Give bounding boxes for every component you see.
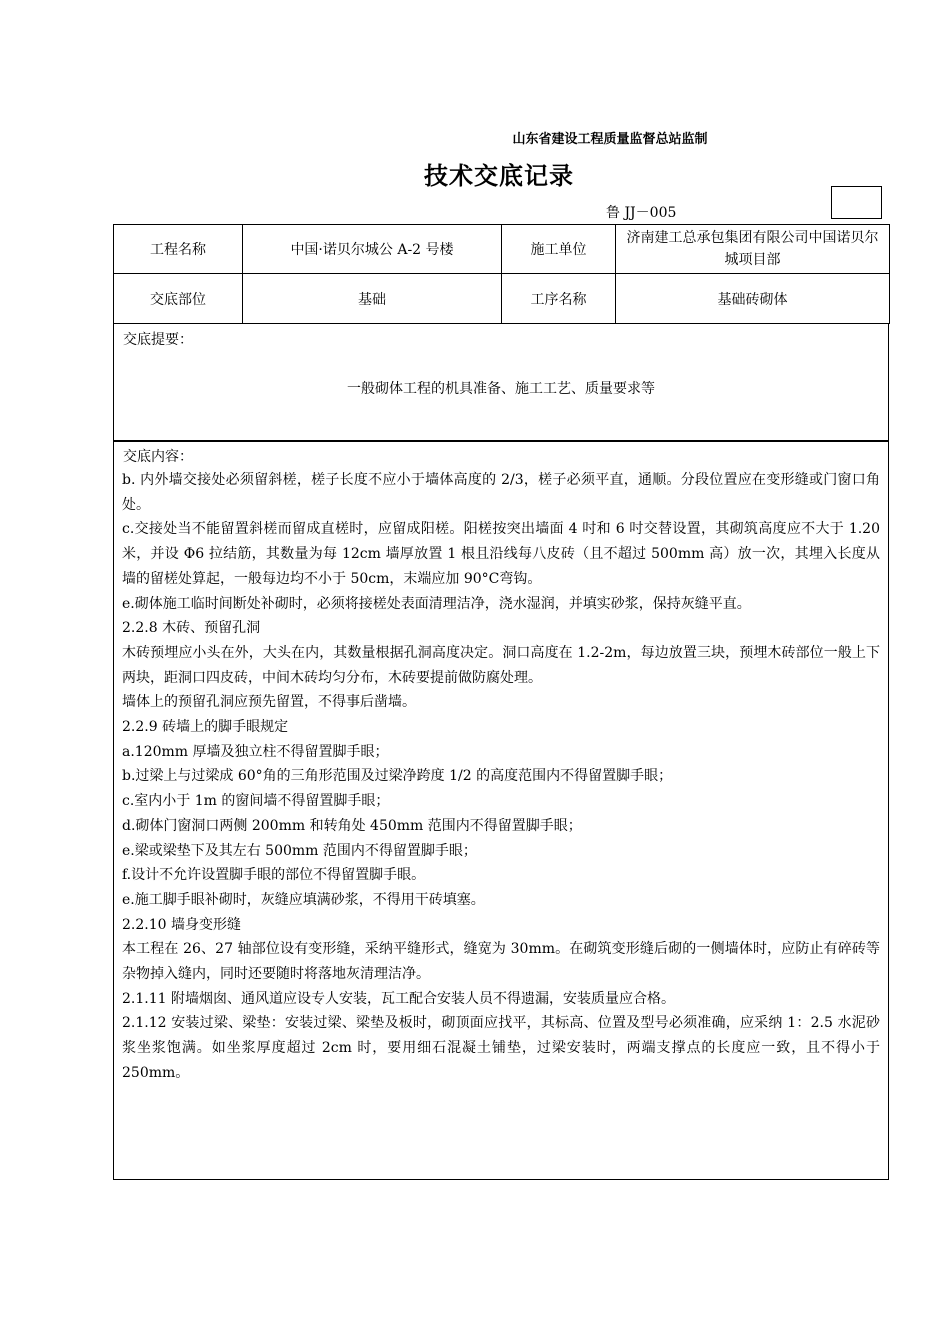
process-label: 工序名称 xyxy=(502,274,616,324)
content-paragraph: e.施工脚手眼补砌时，灰缝应填满砂浆，不得用干砖填塞。 xyxy=(122,891,485,908)
content-paragraph: c.室内小于 1m 的窗间墙不得留置脚手眼； xyxy=(122,793,390,810)
content-paragraph: e.砌体施工临时间断处补砌时，必须将接槎处表面清理洁净，浇水湿润，并填实砂浆，保持灰缝平直。 xyxy=(122,595,751,612)
content-heading: 2.2.8 木砖、预留孔洞 xyxy=(122,620,261,637)
info-row-project xyxy=(114,225,890,274)
content-paragraph: b. 内外墙交接处必须留斜槎，槎子长度不应小于墙体高度的 2/3，槎子必须平直，通顺。分段位置应在变形缝或门窗口角处。 xyxy=(122,472,880,513)
project-name-label: 工程名称 xyxy=(114,225,243,274)
content-paragraph: a.120mm 厚墙及独立柱不得留置脚手眼； xyxy=(122,743,389,760)
content-paragraph: 2.1.11 附墙烟囱、通风道应设专人安装，瓦工配合安装人员不得遗漏，安装质量应合格。 xyxy=(122,990,675,1007)
supervision-note: 山东省建设工程质量监督总站监制 xyxy=(512,132,708,147)
page-title: 技术交底记录 xyxy=(424,162,574,190)
content-paragraph: 墙体上的预留孔洞应预先留置，不得事后凿墙。 xyxy=(122,694,416,711)
project-name-value: 中国·诺贝尔城公 A-2 号楼 xyxy=(243,225,502,274)
content-paragraph: 本工程在 26、27 轴部位设有变形缝，采纳平缝形式，缝宽为 30mm。在砌筑变形缝后砌的一侧墙体时，应防止有碎砖等杂物掉入缝内，同时还要随时将落地灰清理洁净。 xyxy=(122,941,880,983)
content-heading: 2.2.10 墙身变形缝 xyxy=(122,916,241,933)
form-code: 鲁 JJ－005 xyxy=(606,205,677,221)
location-value: 基础 xyxy=(243,274,502,324)
info-table xyxy=(113,224,890,324)
content-paragraph: b.过梁上与过梁成 60°角的三角形范围及过梁净跨度 1/2 的高度范围内不得留置脚手眼； xyxy=(122,768,673,785)
content-heading: 2.2.9 砖墙上的脚手眼规定 xyxy=(122,719,289,736)
info-row-location xyxy=(114,274,890,324)
content-body xyxy=(122,468,880,1086)
record-number-box xyxy=(831,186,882,219)
summary-label: 交底提要： xyxy=(123,332,193,348)
content-paragraph: d.砌体门窗洞口两侧 200mm 和转角处 450mm 范围内不得留置脚手眼； xyxy=(122,817,582,834)
content-paragraph: e.梁或梁垫下及其左右 500mm 范围内不得留置脚手眼； xyxy=(122,842,477,859)
content-paragraph: f.设计不允许设置脚手眼的部位不得留置脚手眼。 xyxy=(122,867,426,884)
content-label: 交底内容： xyxy=(123,449,193,465)
content-paragraph: 2.1.12 安装过梁、梁垫：安装过梁、梁垫及板时，砌顶面应找平，其标高、位置及型号必须准确，应采纳 1：2.5 水泥砂浆坐浆饱满。如坐浆厚度超过 2cm 时，要用细石混凝土铺垫，过梁安装时，两端支撑点的长度应一致，且不得小于 250mm。 xyxy=(122,1015,880,1081)
content-section xyxy=(113,440,889,1180)
construction-unit-label: 施工单位 xyxy=(502,225,616,274)
summary-text: 一般砌体工程的机具准备、施工工艺、质量要求等 xyxy=(347,381,655,397)
content-paragraph: c.交接处当不能留置斜槎而留成直槎时，应留成阳槎。阳槎按突出墙面 4 吋和 6 吋交替设置，其砌筑高度应不大于 1.20 米，并设 Φ6 拉结筋，其数量为每 12cm 墙厚放置 1 根且沿线每八皮砖（且不超过 500mm 高）放一次，其埋入长度从墙的留槎处算起，一般每边均不小于 50cm，末端应加 90°C弯钩。 xyxy=(122,521,880,587)
summary-section xyxy=(113,323,889,442)
construction-unit-value: 济南建工总承包集团有限公司中国诺贝尔城项目部 xyxy=(616,225,890,274)
content-paragraph: 木砖预埋应小头在外，大头在内，其数量根据孔洞高度决定。洞口高度在 1.2-2m，每边放置三块，预埋木砖部位一般上下两块，距洞口四皮砖，中间木砖均匀分布，木砖要提前做防腐处理。 xyxy=(122,644,880,686)
process-value: 基础砖砌体 xyxy=(616,274,890,324)
location-label: 交底部位 xyxy=(114,274,243,324)
